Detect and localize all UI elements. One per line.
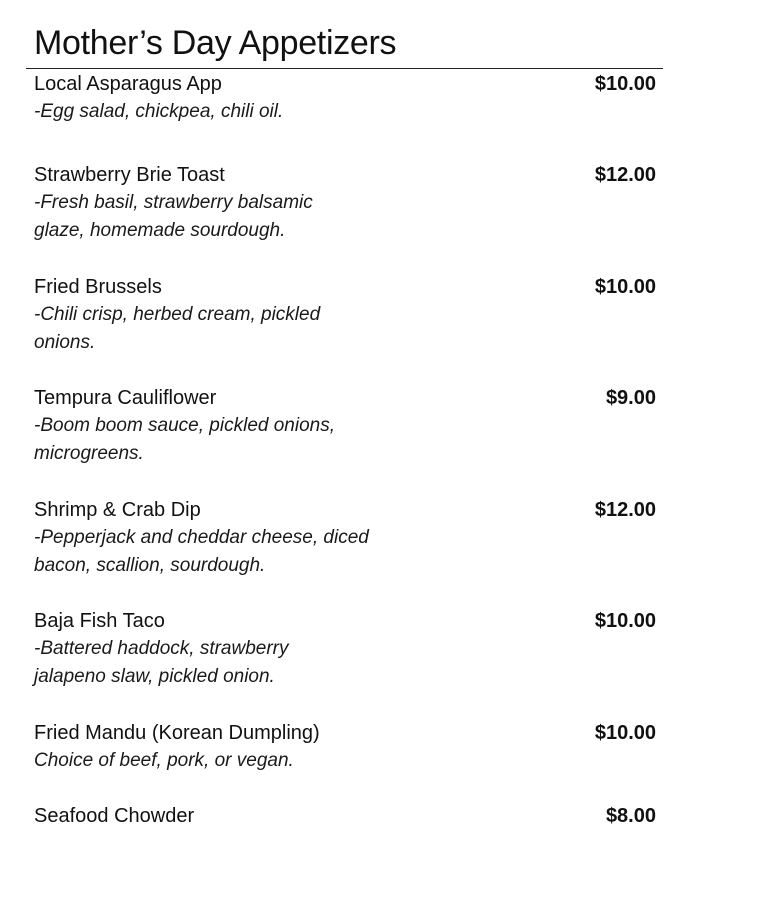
menu-item-price: $8.00 [605, 805, 656, 827]
menu-item-description [34, 412, 335, 468]
menu-item-name: Fried Mandu (Korean Dumpling) [34, 722, 320, 744]
description-line: -Egg salad, chickpea, chili oil. [34, 101, 284, 122]
menu-item-name: Fried Brussels [34, 276, 162, 298]
menu-item-description [34, 747, 294, 775]
menu-item-description [34, 635, 289, 691]
menu-item-name: Seafood Chowder [34, 805, 195, 827]
description-line: -Pepperjack and cheddar cheese, diced [34, 527, 369, 548]
menu-item-name: Tempura Cauliflower [34, 387, 217, 409]
menu-item-price: $10.00 [594, 276, 656, 298]
menu-item-name: Baja Fish Taco [34, 610, 165, 632]
menu-item-name: Strawberry Brie Toast [34, 164, 225, 186]
description-line: microgreens. [34, 443, 144, 464]
page-title: Mother’s Day Appetizers [34, 24, 397, 62]
menu-item-description [34, 301, 320, 357]
description-line: onions. [34, 332, 96, 353]
description-line: bacon, scallion, sourdough. [34, 555, 266, 576]
menu-item-description [34, 98, 283, 126]
title-divider [26, 68, 663, 69]
menu-item-price: $12.00 [594, 499, 656, 521]
menu-item-description [34, 189, 313, 245]
menu-item-price: $10.00 [594, 722, 656, 744]
menu-item-name: Local Asparagus App [34, 73, 222, 95]
menu-item-price: $10.00 [594, 73, 656, 95]
description-line: -Chili crisp, herbed cream, pickled [34, 304, 321, 325]
description-line: -Fresh basil, strawberry balsamic [34, 192, 313, 213]
description-line: Choice of beef, pork, or vegan. [34, 750, 294, 771]
description-line: jalapeno slaw, pickled onion. [34, 666, 275, 687]
menu-item-description [34, 524, 369, 580]
description-line: glaze, homemade sourdough. [34, 220, 286, 241]
menu-item-price: $12.00 [594, 164, 656, 186]
description-line: -Battered haddock, strawberry [34, 638, 289, 659]
menu-item-price: $9.00 [605, 387, 656, 409]
menu-item-price: $10.00 [594, 610, 656, 632]
menu-item-name: Shrimp & Crab Dip [34, 499, 201, 521]
description-line: -Boom boom sauce, pickled onions, [34, 415, 335, 436]
